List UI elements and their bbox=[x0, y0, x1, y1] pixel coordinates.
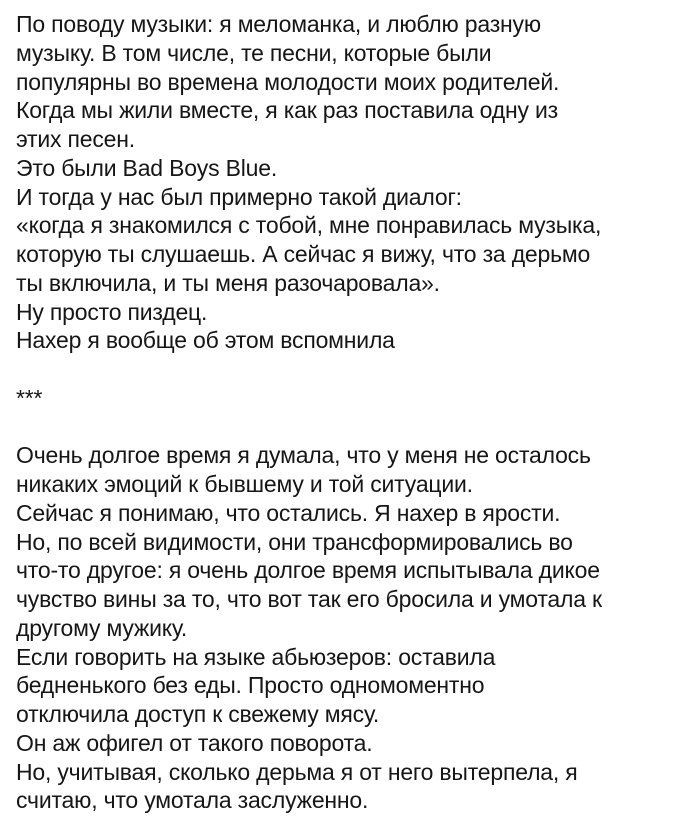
text-line: которую ты слушаешь. А сейчас я вижу, что за дерьмо bbox=[16, 241, 591, 267]
text-line: отключила доступ к свежему мясу. bbox=[16, 701, 380, 727]
text-line: Это были Bad Boys Blue. bbox=[16, 154, 278, 181]
text-line: чувство вины за то, что вот так его бросила и умотала к bbox=[16, 586, 602, 612]
text-line: По поводу музыки: я меломанка, и люблю разную bbox=[16, 11, 541, 37]
text-line: Очень долгое время я думала, что у меня не осталось bbox=[16, 442, 591, 469]
blank-line bbox=[16, 355, 700, 384]
text-line: И тогда у нас был примерно такой диалог: bbox=[16, 183, 462, 210]
text-line: что-то другое: я очень долгое время испытывала дикое bbox=[16, 557, 600, 584]
text-line: «когда я знакомился с тобой, мне понравилась музыка, bbox=[16, 212, 602, 239]
text-line: считаю, что умотала заслуженно. bbox=[16, 787, 369, 814]
text-line: бедненького без еды. Просто одномоментно bbox=[16, 672, 485, 699]
blank-line bbox=[16, 413, 700, 442]
text-line: Если говорить на языке абьюзеров: оставила bbox=[16, 643, 496, 670]
text-line: музыку. В том числе, те песни, которые были bbox=[16, 39, 492, 66]
text-line: Он аж офигел от такого поворота. bbox=[16, 729, 373, 756]
section-separator: *** bbox=[16, 384, 43, 411]
text-line: популярны во времена молодости моих родителей. bbox=[16, 68, 560, 95]
text-line: Нахер я вообще об этом вспомнила bbox=[16, 327, 395, 354]
text-line: Ну просто пиздец. bbox=[16, 298, 208, 325]
post-text bbox=[16, 10, 700, 815]
text-line: никаких эмоций к бывшему и той ситуации. bbox=[16, 471, 473, 497]
text-line: Сейчас я понимаю, что остались. Я нахер в ярости. bbox=[16, 499, 561, 526]
text-line: Но, учитывая, сколько дерьма я от него вытерпела, я bbox=[16, 758, 578, 785]
text-line: Но, по всей видимости, они трансформировались во bbox=[16, 528, 573, 555]
text-line: ты включила, и ты меня разочаровала». bbox=[16, 269, 440, 296]
text-line: другому мужику. bbox=[16, 614, 188, 641]
text-line: этих песен. bbox=[16, 126, 135, 152]
text-line: Когда мы жили вместе, я как раз поставила одну из bbox=[16, 97, 558, 124]
